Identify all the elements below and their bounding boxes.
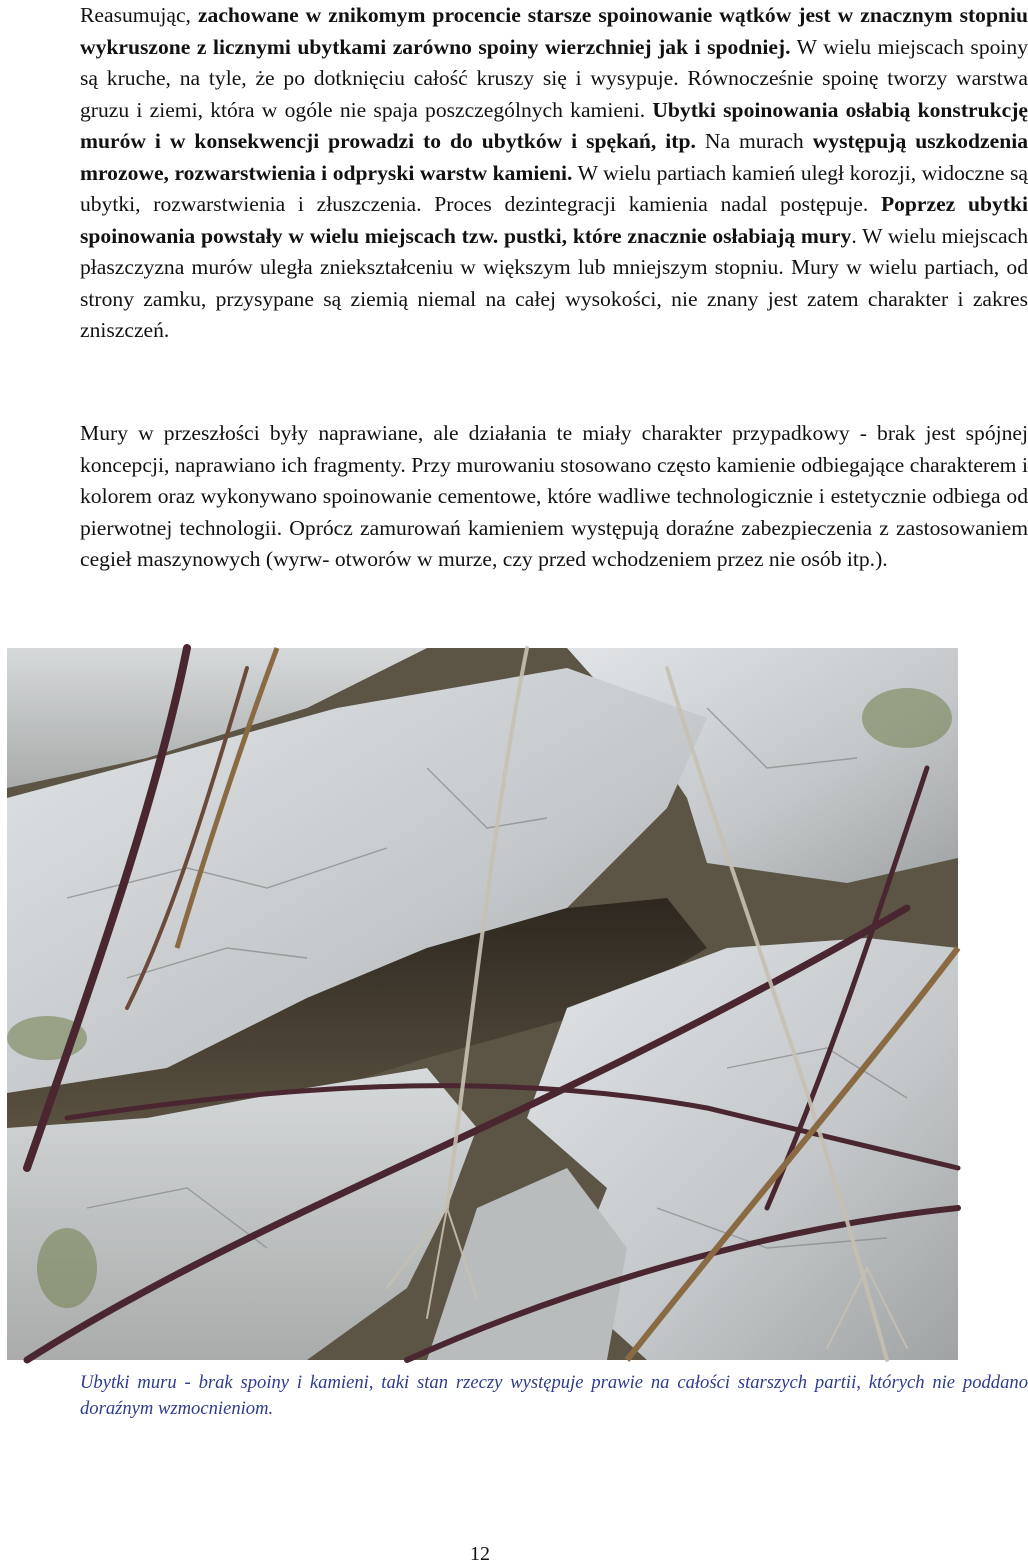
paragraph-past-repairs: Mury w przeszłości były naprawiane, ale działania te miały charakter przypadkowy - brak jest spójnej koncepcji, naprawiano ich fragmenty. Przy murowaniu stosowano często kamienie odbiegające charakterem i kolorem oraz wykonywano spoinowanie cementowe, które wadliwe technologicznie i estetycznie odbiega od pierwotnej technologii. Oprócz zamurowań kamieniem występują doraźne zabezpieczenia z zastosowaniem cegieł maszynowych (wyrw- otworów w murze, czy przed wchodzeniem przez nie osób itp.). xyxy=(80,421,1028,571)
wall-damage-photo xyxy=(7,648,958,1360)
paragraph-damage-summary xyxy=(7,0,1028,347)
p1-run-6: W wielu partiach kamień uległ korozji, widoczne są ubytki, rozwarstwienia i złuszczenia. Proces dezintegracji kamienia nadal postępuje. xyxy=(80,160,1028,216)
photo-caption: Ubytki muru - brak spoiny i kamieni, taki stan rzeczy występuje prawie na całości starszych partii, których nie poddano doraźnym wzmocnieniom. xyxy=(80,1372,1028,1419)
p1-run-7: Poprzez ubytki spoinowania powstały w wielu miejscach tzw. pustki, które znacznie osłabiają mury xyxy=(80,192,1028,248)
p1-run-2: W wielu miejscach spoiny są kruche, na tyle, że po dotknięciu całość kruszy się i wysypuje. Równocześnie spoinę tworzy warstwa gruzu i ziemi, która w ogóle nie spaja poszczególnych kamieni. xyxy=(80,34,1028,122)
p1-run-8: . W wielu miejscach płaszczyzna murów uległa zniekształceniu w większym lub mniejszym stopniu. Mury w wielu partiach, od strony zamku, przysypane są ziemią niemal na całej wysokości, nie znany jest zatem charakter i zakres zniszczeń. xyxy=(80,223,1028,342)
p1-run-3: Ubytki spoinowania osłabią konstrukcję murów i w konsekwencji prowadzi to do ubytków i spękań, itp. xyxy=(80,97,1028,153)
p1-run-5: występują uszkodzenia mrozowe, rozwarstwienia i odpryski warstw kamieni. xyxy=(80,129,1028,185)
page-number: 12 xyxy=(470,1543,490,1565)
p1-run-0: Reasumując, xyxy=(80,3,198,27)
p1-run-1: zachowane w znikomym procencie starsze spoinowanie wątków jest w znacznym stopniu wykruszone z licznymi ubytkami zarówno spoiny wierzchniej jak i spodniej. xyxy=(80,3,1028,59)
p1-run-4: Na murach xyxy=(695,129,813,153)
